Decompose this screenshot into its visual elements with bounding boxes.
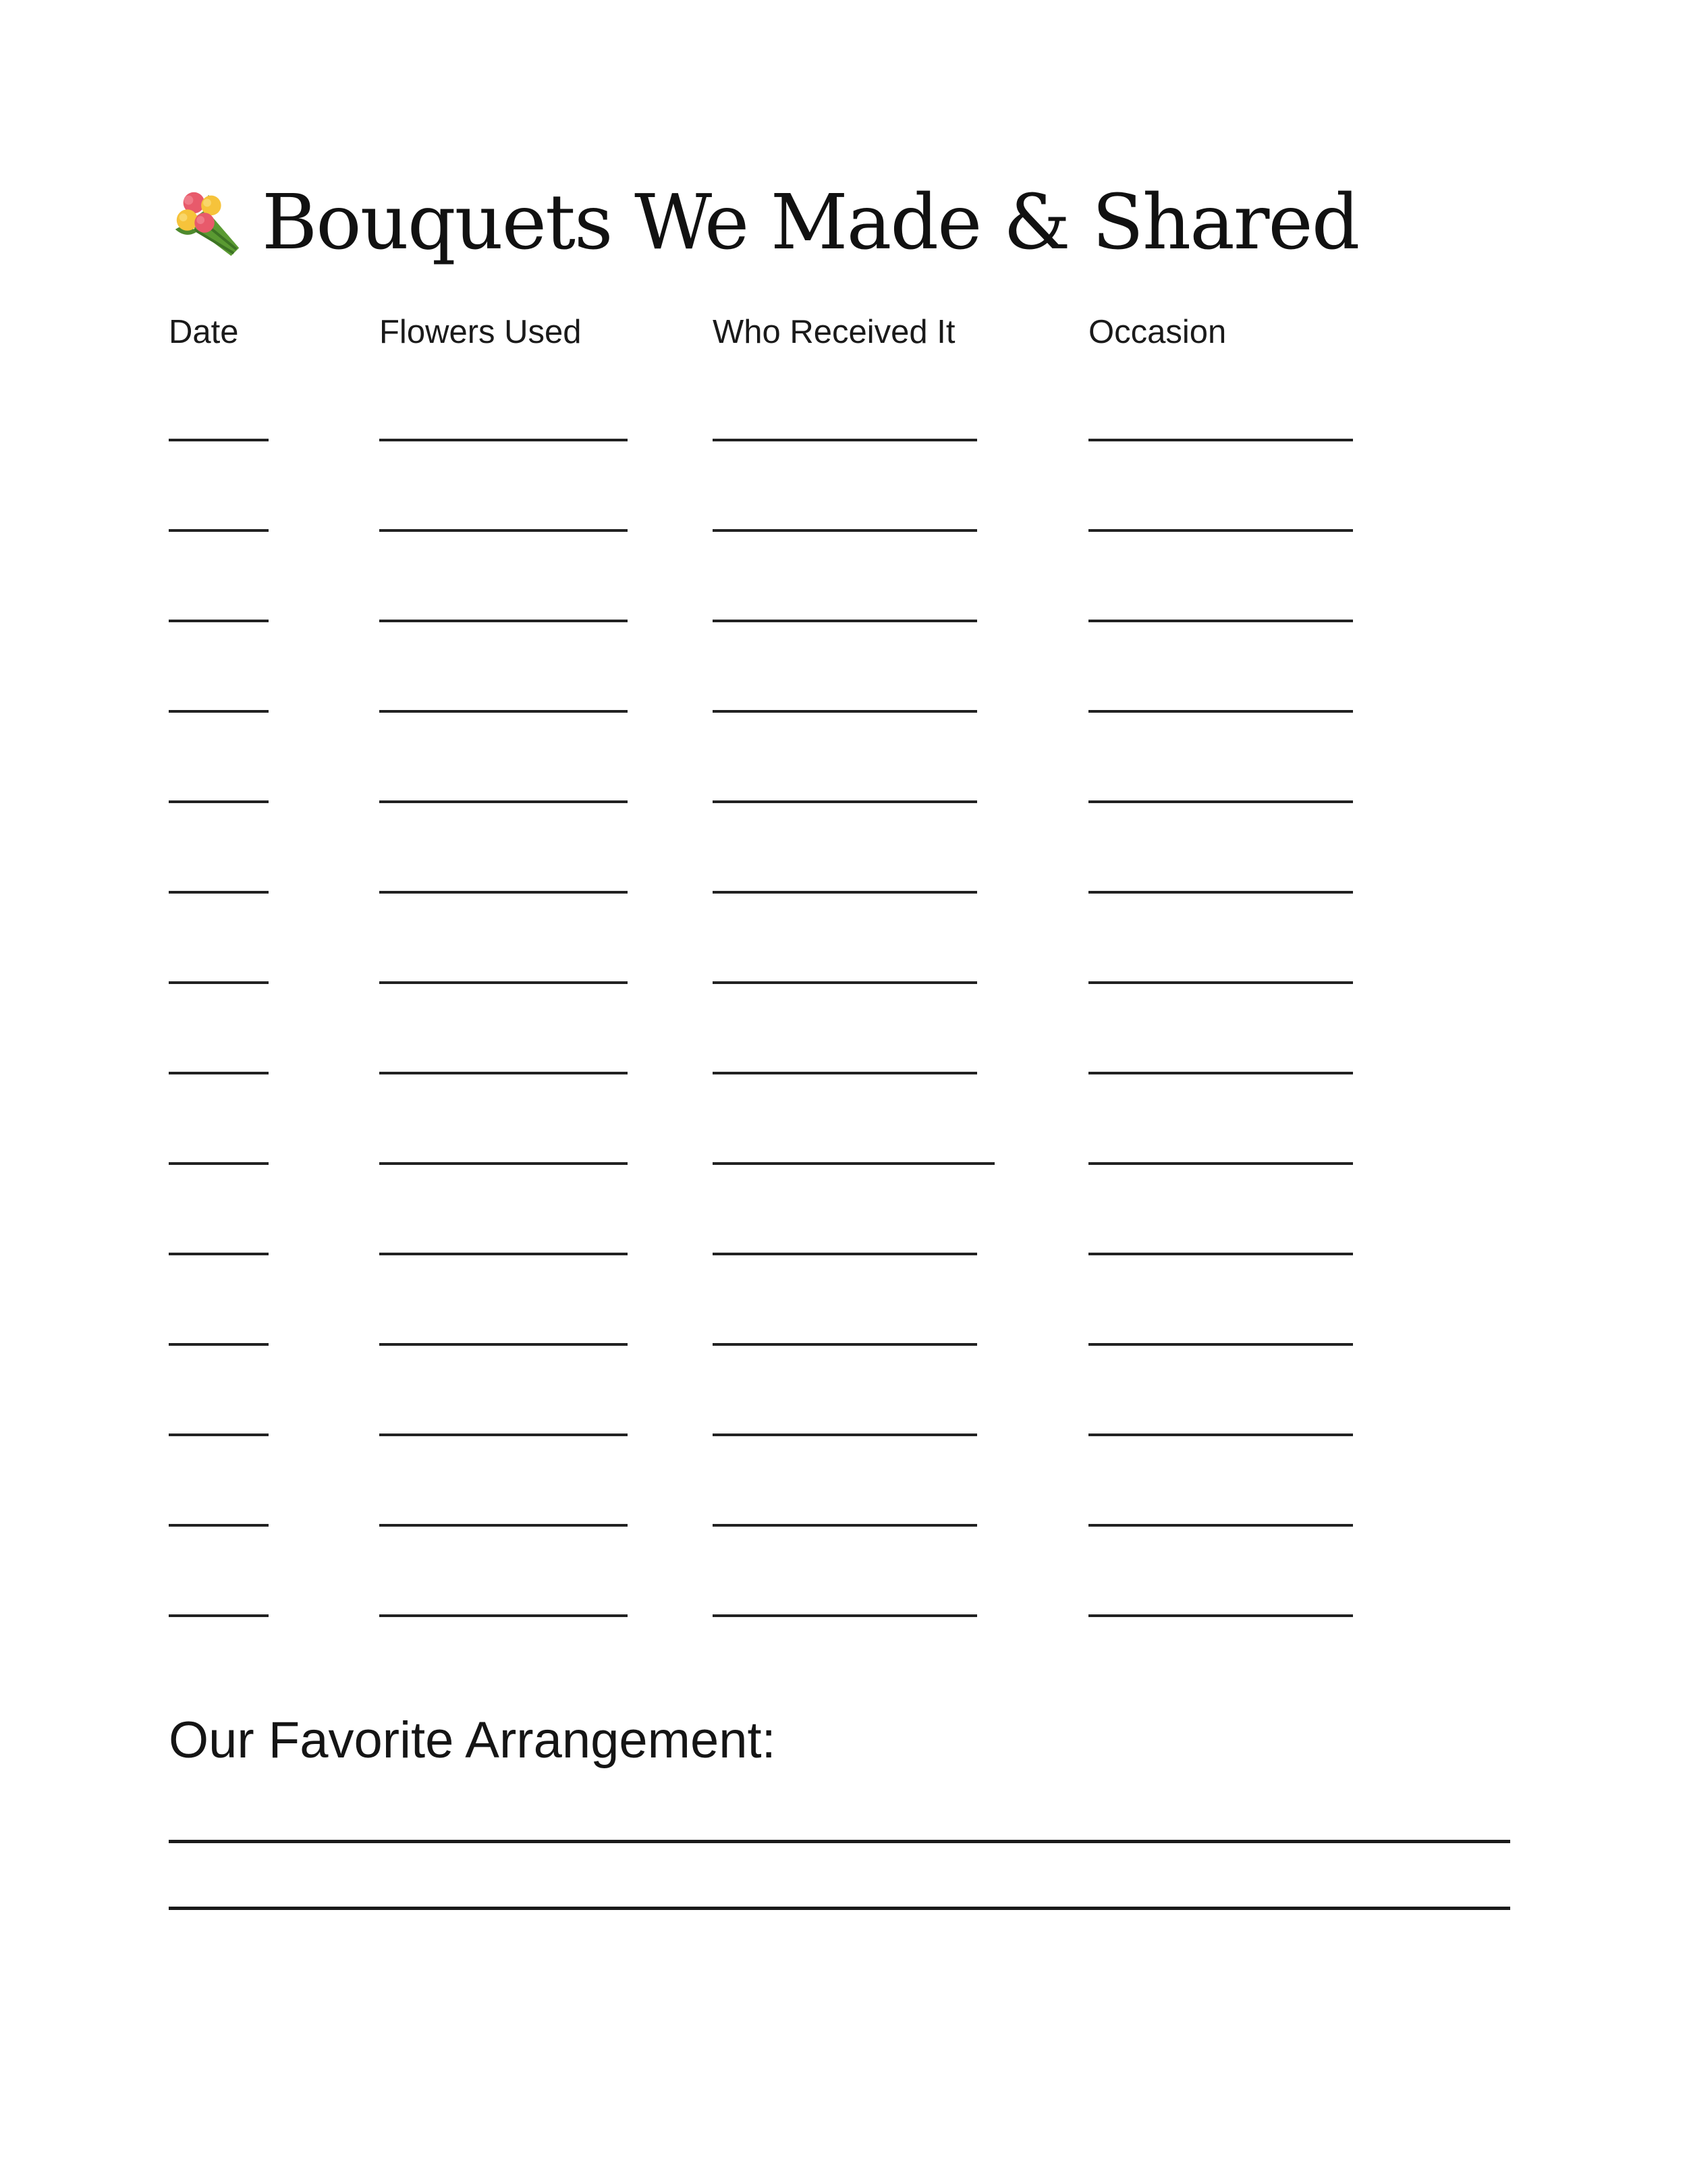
date-blank[interactable] xyxy=(169,710,269,713)
column-header-occasion: Occasion xyxy=(1088,314,1227,350)
column-header-flowers-used: Flowers Used xyxy=(379,314,582,350)
favorite-arrangement-label: Our Favorite Arrangement: xyxy=(169,1712,776,1769)
page-title: Bouquets We Made & Shared xyxy=(262,179,1359,267)
date-blank[interactable] xyxy=(169,620,269,622)
column-header-who-received-it: Who Received It xyxy=(713,314,956,350)
flowers-used-blank[interactable] xyxy=(379,1614,628,1617)
favorite-arrangement-line[interactable] xyxy=(169,1907,1510,1910)
who-received-it-blank[interactable] xyxy=(713,891,977,894)
flowers-used-blank[interactable] xyxy=(379,1162,628,1165)
date-blank[interactable] xyxy=(169,800,269,803)
date-blank[interactable] xyxy=(169,439,269,441)
date-blank[interactable] xyxy=(169,1162,269,1165)
flowers-used-blank[interactable] xyxy=(379,439,628,441)
flowers-used-blank[interactable] xyxy=(379,1072,628,1074)
occasion-blank[interactable] xyxy=(1088,1343,1353,1346)
occasion-blank[interactable] xyxy=(1088,620,1353,622)
occasion-blank[interactable] xyxy=(1088,529,1353,532)
who-received-it-blank[interactable] xyxy=(713,1072,977,1074)
flowers-used-blank[interactable] xyxy=(379,620,628,622)
flowers-used-blank[interactable] xyxy=(379,981,628,984)
date-blank[interactable] xyxy=(169,981,269,984)
who-received-it-blank[interactable] xyxy=(713,1524,977,1527)
occasion-blank[interactable] xyxy=(1088,1162,1353,1165)
date-blank[interactable] xyxy=(169,1253,269,1255)
flowers-used-blank[interactable] xyxy=(379,800,628,803)
date-blank[interactable] xyxy=(169,529,269,532)
occasion-blank[interactable] xyxy=(1088,1524,1353,1527)
flowers-used-blank[interactable] xyxy=(379,1253,628,1255)
who-received-it-blank[interactable] xyxy=(713,1253,977,1255)
occasion-blank[interactable] xyxy=(1088,1072,1353,1074)
column-header-date: Date xyxy=(169,314,239,350)
occasion-blank[interactable] xyxy=(1088,981,1353,984)
occasion-blank[interactable] xyxy=(1088,439,1353,441)
flowers-used-blank[interactable] xyxy=(379,891,628,894)
who-received-it-blank[interactable] xyxy=(713,1162,995,1165)
who-received-it-blank[interactable] xyxy=(713,1343,977,1346)
flowers-used-blank[interactable] xyxy=(379,710,628,713)
who-received-it-blank[interactable] xyxy=(713,1434,977,1436)
flowers-used-blank[interactable] xyxy=(379,529,628,532)
who-received-it-blank[interactable] xyxy=(713,800,977,803)
date-blank[interactable] xyxy=(169,1524,269,1527)
bouquet-icon xyxy=(167,183,247,263)
flowers-used-blank[interactable] xyxy=(379,1343,628,1346)
who-received-it-blank[interactable] xyxy=(713,439,977,441)
occasion-blank[interactable] xyxy=(1088,1253,1353,1255)
occasion-blank[interactable] xyxy=(1088,891,1353,894)
date-blank[interactable] xyxy=(169,1434,269,1436)
date-blank[interactable] xyxy=(169,1614,269,1617)
who-received-it-blank[interactable] xyxy=(713,981,977,984)
date-blank[interactable] xyxy=(169,1072,269,1074)
occasion-blank[interactable] xyxy=(1088,1614,1353,1617)
who-received-it-blank[interactable] xyxy=(713,1614,977,1617)
flowers-used-blank[interactable] xyxy=(379,1524,628,1527)
title-row xyxy=(167,175,1358,270)
who-received-it-blank[interactable] xyxy=(713,529,977,532)
date-blank[interactable] xyxy=(169,891,269,894)
date-blank[interactable] xyxy=(169,1343,269,1346)
who-received-it-blank[interactable] xyxy=(713,620,977,622)
occasion-blank[interactable] xyxy=(1088,710,1353,713)
favorite-arrangement-line[interactable] xyxy=(169,1840,1510,1843)
occasion-blank[interactable] xyxy=(1088,1434,1353,1436)
occasion-blank[interactable] xyxy=(1088,800,1353,803)
who-received-it-blank[interactable] xyxy=(713,710,977,713)
flowers-used-blank[interactable] xyxy=(379,1434,628,1436)
